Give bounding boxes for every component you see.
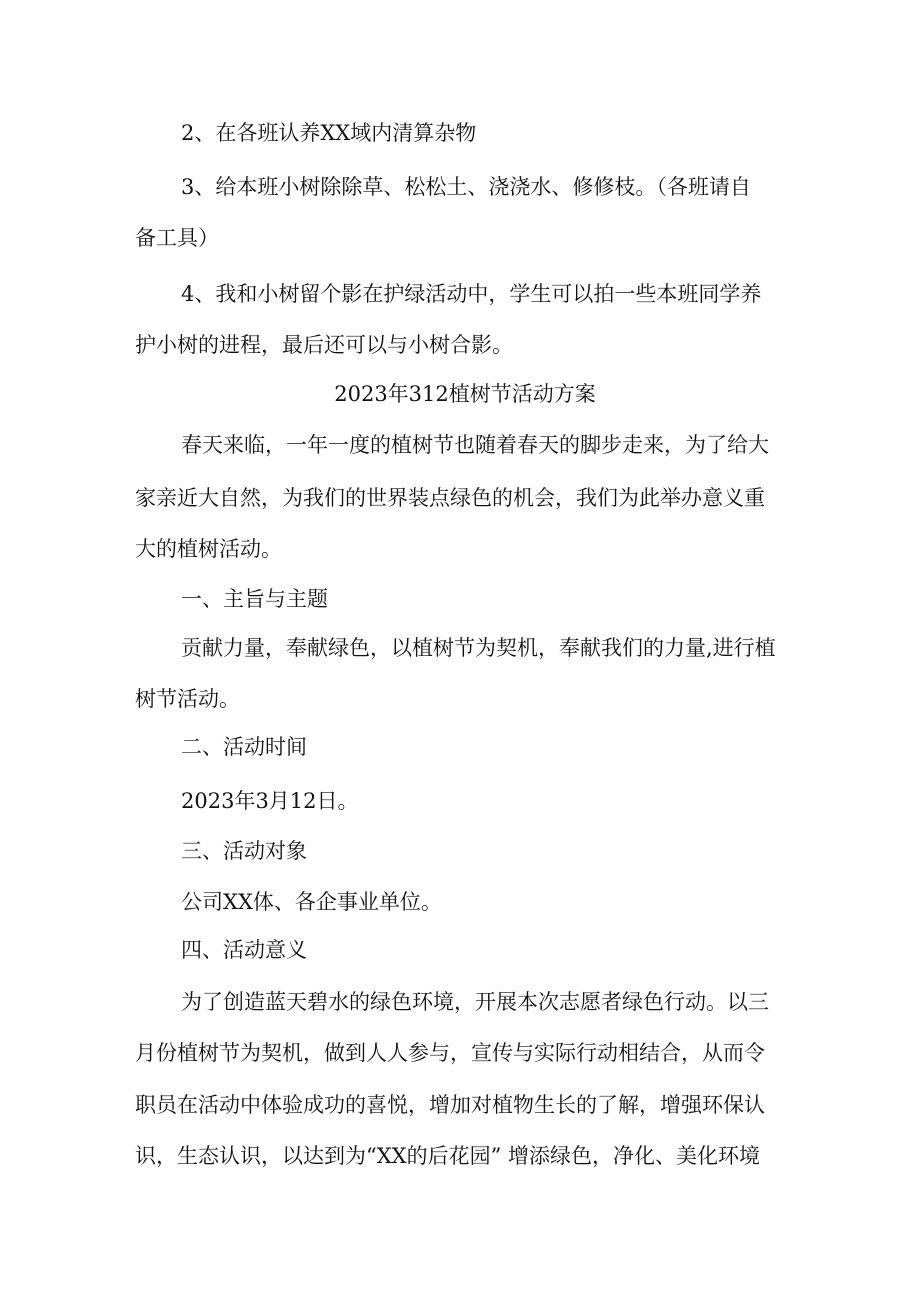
- time-value: 2023年3月12日。: [181, 789, 359, 813]
- significance-line-4: 识，生态认识，以达到为“XX的后花园” 增添绿色，净化、美化环境: [135, 1144, 761, 1168]
- heading-target: 三、活动对象: [181, 839, 307, 863]
- significance-line-3: 职员在活动中体验成功的喜悦，增加对植物生长的了解，增强环保认: [135, 1093, 765, 1117]
- intro-line-1: 春天来临，一年一度的植树节也随着春天的脚步走来，为了给大: [181, 433, 769, 457]
- item-3-line-1: 3、给本班小树除除草、松松土、浇浇水、修修枝。（各班请自: [181, 175, 751, 199]
- item-2-line: 2、在各班认养XX域内清算杂物: [181, 121, 477, 145]
- heading-time: 二、活动时间: [181, 735, 307, 759]
- theme-line-1: 贡献力量，奉献绿色，以植树节为契机，奉献我们的力量,进行植: [181, 636, 776, 660]
- theme-line-2: 树节活动。: [135, 687, 240, 711]
- item-3-line-2: 备工具）: [135, 226, 219, 250]
- item-4-line-1: 4、我和小树留个影在护绿活动中，学生可以拍一些本班同学养: [181, 282, 762, 306]
- heading-theme: 一、主旨与主题: [181, 587, 328, 611]
- significance-line-1: 为了创造蓝天碧水的绿色环境，开展本次志愿者绿色行动。以三: [181, 990, 769, 1014]
- item-4-line-2: 护小树的进程，最后还可以与小树合影。: [135, 333, 513, 357]
- heading-significance: 四、活动意义: [181, 938, 307, 962]
- significance-line-2: 月份植树节为契机，做到人人参与，宣传与实际行动相结合，从而令: [135, 1041, 765, 1065]
- target-value: 公司XX体、各企事业单位。: [181, 890, 442, 914]
- intro-line-3: 大的植树活动。: [135, 537, 282, 561]
- section-title: 2023年312植树节活动方案: [334, 382, 596, 406]
- intro-line-2: 家亲近大自然，为我们的世界装点绿色的机会，我们为此举办意义重: [135, 486, 765, 510]
